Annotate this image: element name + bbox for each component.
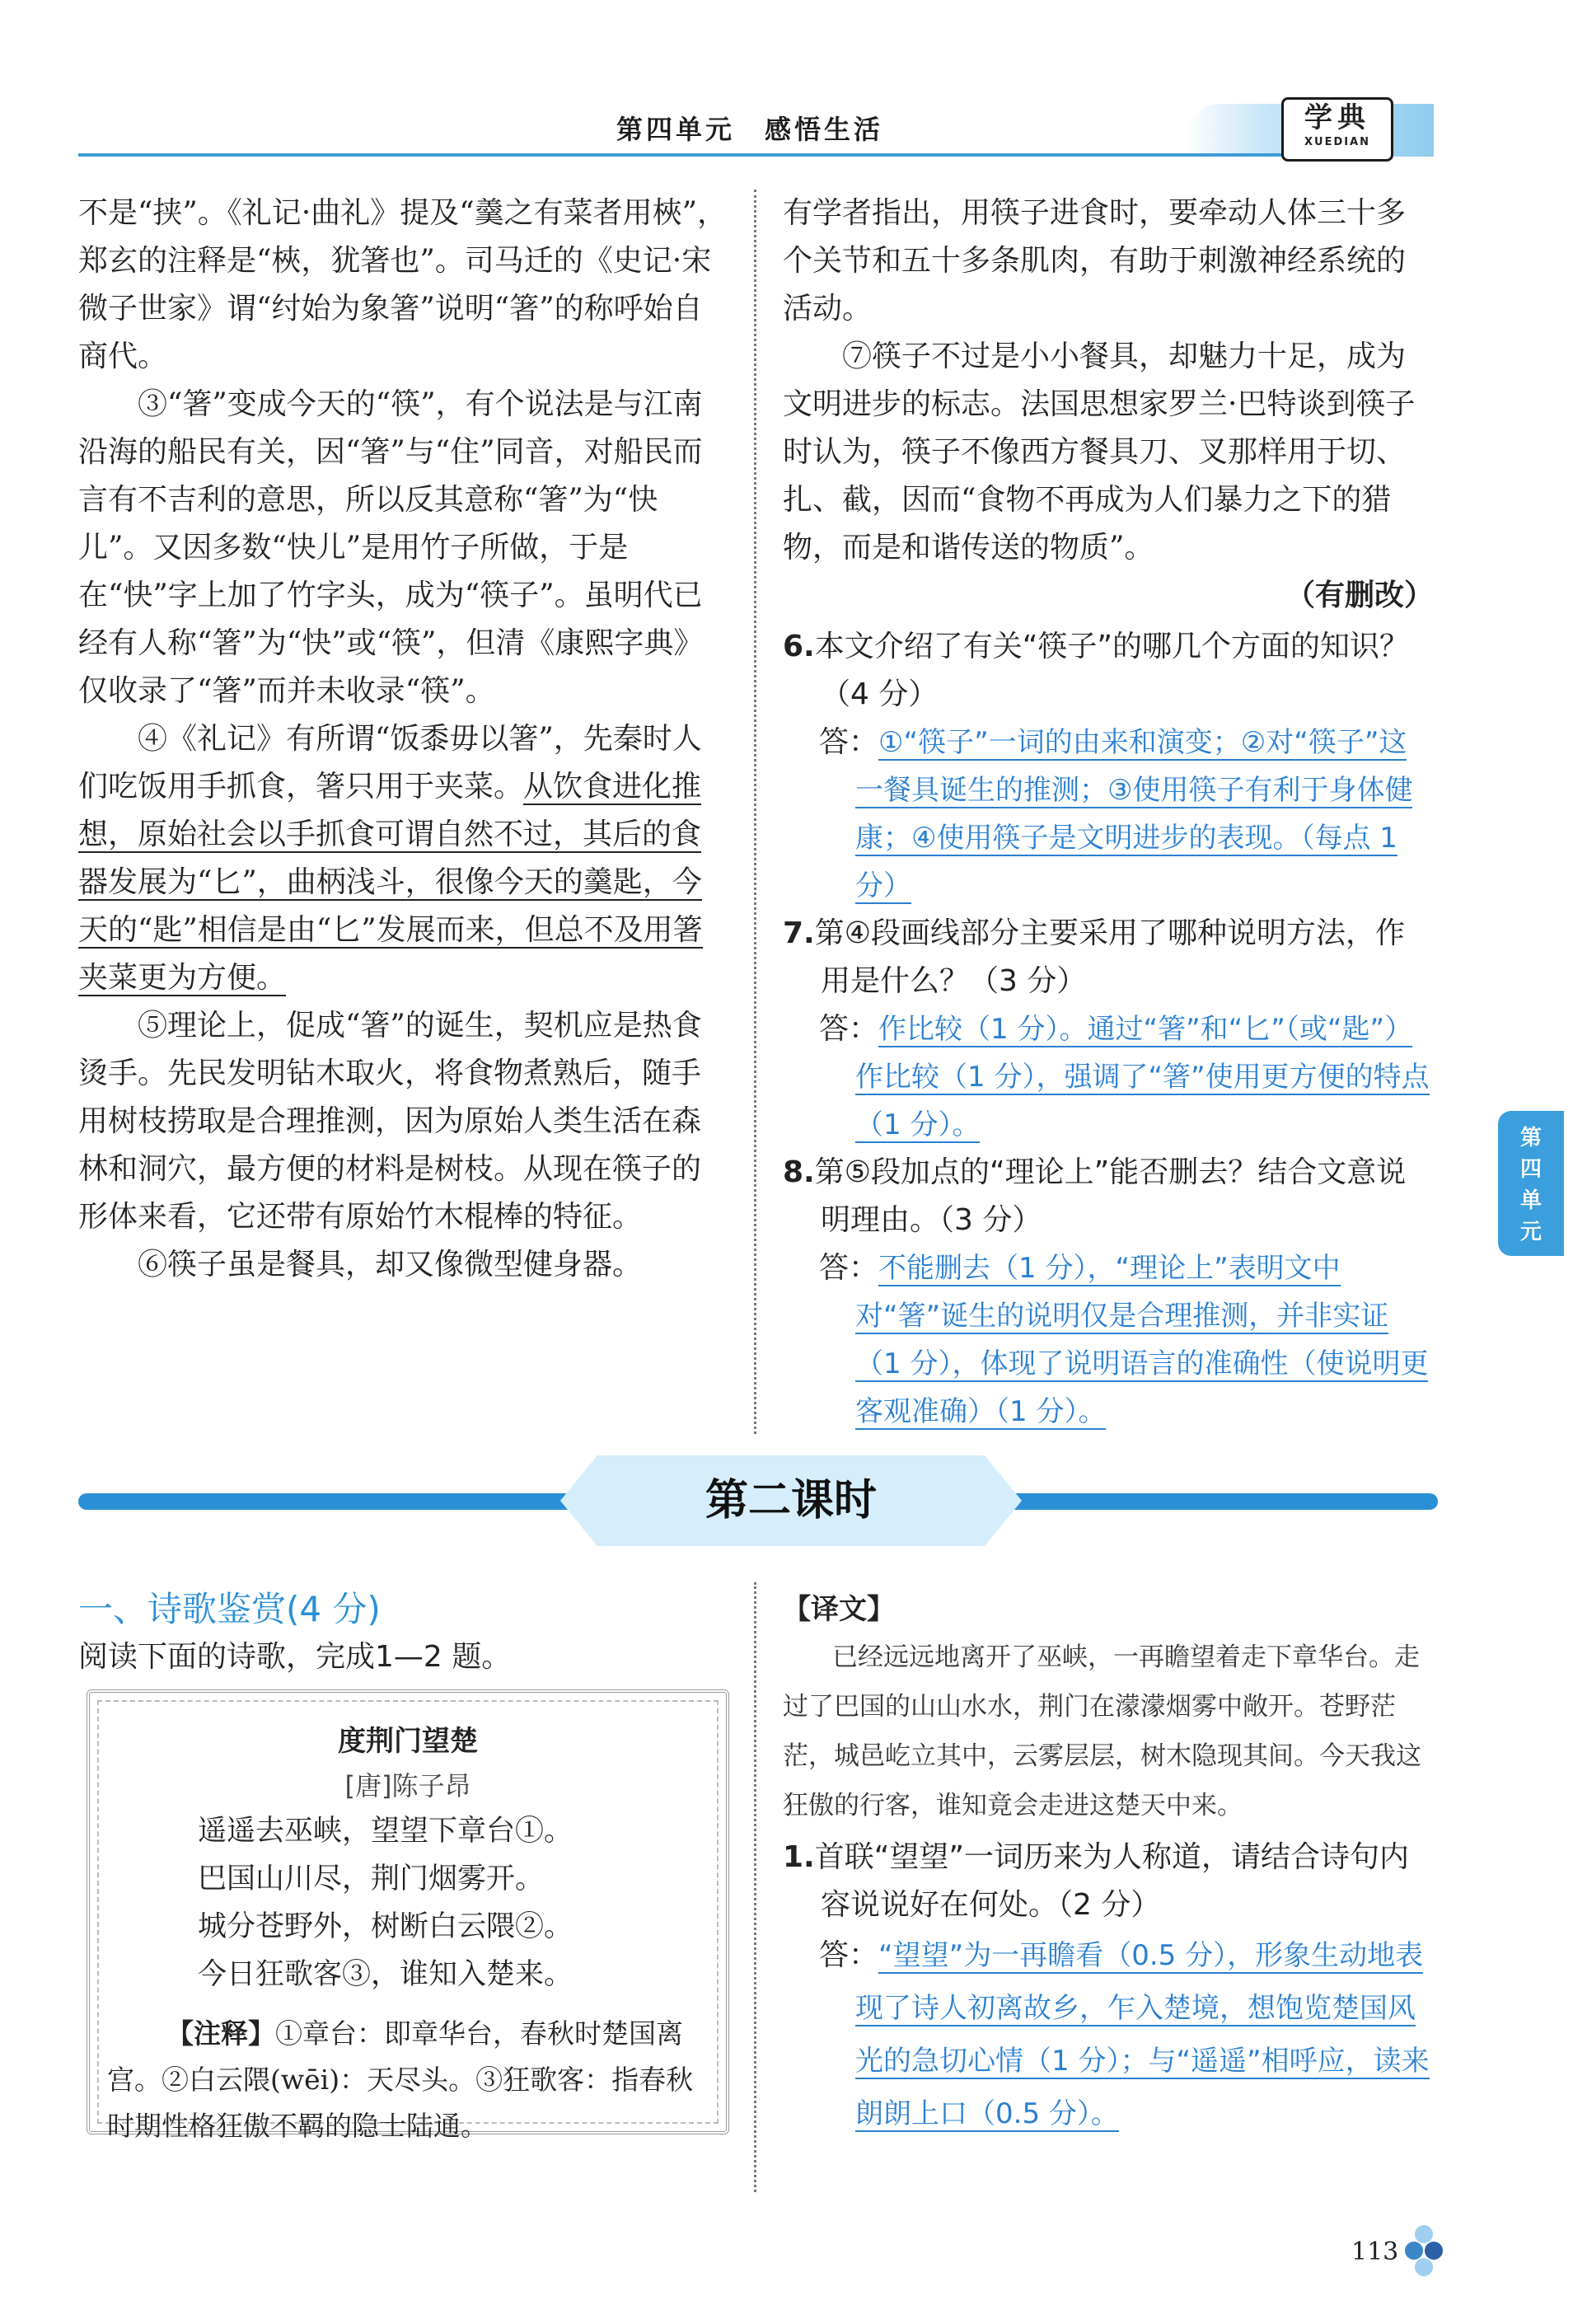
poem-notes	[107, 2011, 709, 2149]
translation-label: 【译文】	[783, 1593, 895, 1626]
brand-logo	[1281, 97, 1393, 162]
translation-section	[783, 1586, 1434, 2140]
question-number: 7.	[783, 916, 815, 950]
column-divider-lower	[754, 1582, 756, 2192]
page-number: 113	[1351, 2237, 1399, 2266]
poem-line: 遥遥去巫峡，望望下章台①。	[198, 1815, 573, 1848]
answer-text: 不能删去（1 分），“理论上”表明文中对“箸”诞生的说明仅是合理推测，并非实证（1 分），体现了说明语言的准确性（使说明更客观准确）（1 分）。	[855, 1252, 1429, 1428]
lesson-banner-title: 第二课时	[705, 1476, 877, 1525]
paragraph-6-tail: 有学者指出，用筷子进食时，要牵动人体三十多个关节和五十多条肌肉，有助于刺激神经系统的活动。	[783, 196, 1407, 326]
side-tab-char: 四	[1519, 1157, 1542, 1182]
question-number: 8.	[783, 1155, 815, 1189]
source-note: （有删改）	[1285, 579, 1434, 612]
note-label: 【注释】	[166, 2017, 275, 2050]
question-8	[783, 1149, 1434, 1436]
answer-label: 答：	[819, 725, 879, 759]
paragraph-2-tail: 不是“挟”。《礼记·曲礼》提及“羹之有菜者用梜”，郑玄的注释是“梜，犹箸也”。司马迁的《史记·宋微子世家》谓“纣始为象箸”说明“箸”的称呼始自商代。	[78, 196, 728, 373]
question-text: 第④段画线部分主要采用了哪种说明方法，作用是什么？（3 分）	[814, 916, 1406, 998]
side-tab-char: 单	[1519, 1188, 1542, 1213]
question-1	[783, 1834, 1434, 2140]
paragraph-4-plain: ④《礼记》有所谓“饭黍毋以箸”，先秦时人们吃饭用手抓食，箸只用于夹菜。	[78, 722, 702, 804]
answer-label: 答：	[819, 1251, 879, 1285]
paragraph-6: ⑥筷子虽是餐具，却又像微型健身器。	[138, 1248, 643, 1281]
poem-line: 今日狂歌客③，谁知入楚来。	[198, 1958, 573, 1991]
header-rule	[78, 153, 1364, 157]
right-column	[783, 190, 1434, 1436]
side-tab-char: 元	[1519, 1220, 1542, 1244]
question-number: 1.	[783, 1840, 815, 1874]
question-number: 6.	[783, 630, 815, 663]
question-text: 第⑤段加点的“理论上”能否删去？结合文意说明理由。（3 分）	[814, 1155, 1407, 1237]
logo-subtext: XUEDIAN	[1304, 136, 1371, 148]
question-7	[783, 910, 1434, 1149]
paragraph-7: ⑦筷子不过是小小餐具，却魅力十足，成为文明进步的标志。法国思想家罗兰·巴特谈到筷子时认为，筷子不像西方餐具刀、叉那样用于切、扎、截，因而“食物不再成为人们暴力之下的猎物，而是和谐传送的物质”。	[783, 340, 1416, 565]
question-6	[783, 623, 1434, 910]
poem-author: [唐]陈子昂	[344, 1770, 471, 1802]
question-text: 本文介绍了有关“筷子”的哪几个方面的知识？（4 分）	[814, 630, 1410, 711]
logo-text: 学典	[1304, 101, 1370, 134]
poem-line: 巴国山川尽，荆门烟雾开。	[198, 1862, 545, 1895]
section-instruction: 阅读下面的诗歌，完成1—2 题。	[78, 1640, 512, 1674]
question-text: 首联“望望”一词历来为人称道，请结合诗句内容说说好在何处。（2 分）	[814, 1840, 1410, 1922]
section-title: 一、诗歌鉴赏(4 分)	[78, 1589, 381, 1629]
note-text: ①章台：即章华台，春秋时楚国离宫。②白云隈(wēi)：天尽头。③狂歌客：指春秋时期性格狂傲不羁的隐士陆通。	[107, 2017, 694, 2142]
column-divider	[754, 190, 756, 1434]
paragraph-3: ③“箸”变成今天的“筷”，有个说法是与江南沿海的船民有关，因“箸”与“住”同音，对船民而言有不吉利的意思，所以反其意称“箸”为“快儿”。又因多数“快儿”是用竹子所做，于是在“快”字上加了竹字头，成为“筷子”。虽明代已经有人称“箸”为“快”或“筷”，但清《康熙字典》仅收录了“箸”而并未收录“筷”。	[78, 387, 704, 708]
unit-title: 第四单元 感悟生活	[616, 114, 883, 145]
paragraph-5: ⑤理论上，促成“箸”的诞生，契机应是热食烫手。先民发明钻木取火，将食物煮熟后，随手用树枝捞取是合理推测，因为原始人类生活在森林和洞穴，最方便的材料是树枝。从现在筷子的形体来看，它还带有原始竹木棍棒的特征。	[78, 1009, 702, 1234]
side-tab-label	[1498, 1122, 1564, 1248]
unit-side-tab	[1498, 1111, 1564, 1256]
answer-text: “望望”为一再瞻看（0.5 分），形象生动地表现了诗人初离故乡，乍入楚境，想饱览楚国风光的急切心情（1 分）；与“遥遥”相呼应，读来朗朗上口（0.5 分）。	[855, 1939, 1430, 2130]
answer-text: ①“筷子”一词的由来和演变；②对“筷子”这一餐具诞生的推测；③使用筷子有利于身体健康；④使用筷子是文明进步的表现。（每点 1 分）	[855, 726, 1413, 902]
answer-label: 答：	[819, 1938, 879, 1972]
poem-section	[78, 1582, 729, 1681]
translation-text: 已经远远地离开了巫峡，一再瞻望着走下章华台。走过了巴国的山山水水，荆门在濛濛烟雾中敞开。苍野茫茫，城邑屹立其中，云雾层层，树木隐现其间。今天我这狂傲的行客，谁知竟会走进这楚天中来。	[783, 1642, 1421, 1820]
paragraph-4	[78, 715, 729, 1002]
paragraph-4-underlined: 从饮食进化推想，原始社会以手抓食可谓自然不过，其后的食器发展为“匕”，曲柄浅斗，很像今天的羹匙，今天的“匙”相信是由“匕”发展而来，但总不及用箸夹菜更为方便。	[78, 770, 703, 995]
poem	[107, 1718, 709, 1998]
left-column	[78, 190, 729, 1289]
answer-label: 答：	[819, 1012, 879, 1046]
poem-lines	[107, 1807, 709, 1998]
poem-title: 度荆门望楚	[338, 1725, 478, 1758]
poem-line: 城分苍野外，树断白云隈②。	[198, 1910, 573, 1943]
side-tab-char: 第	[1519, 1126, 1542, 1150]
answer-text: 作比较（1 分）。通过“箸”和“匕”（或“匙”）作比较（1 分），强调了“箸”使用更方便的特点（1 分）。	[855, 1013, 1430, 1141]
page-dots-decoration	[1405, 2225, 1454, 2275]
